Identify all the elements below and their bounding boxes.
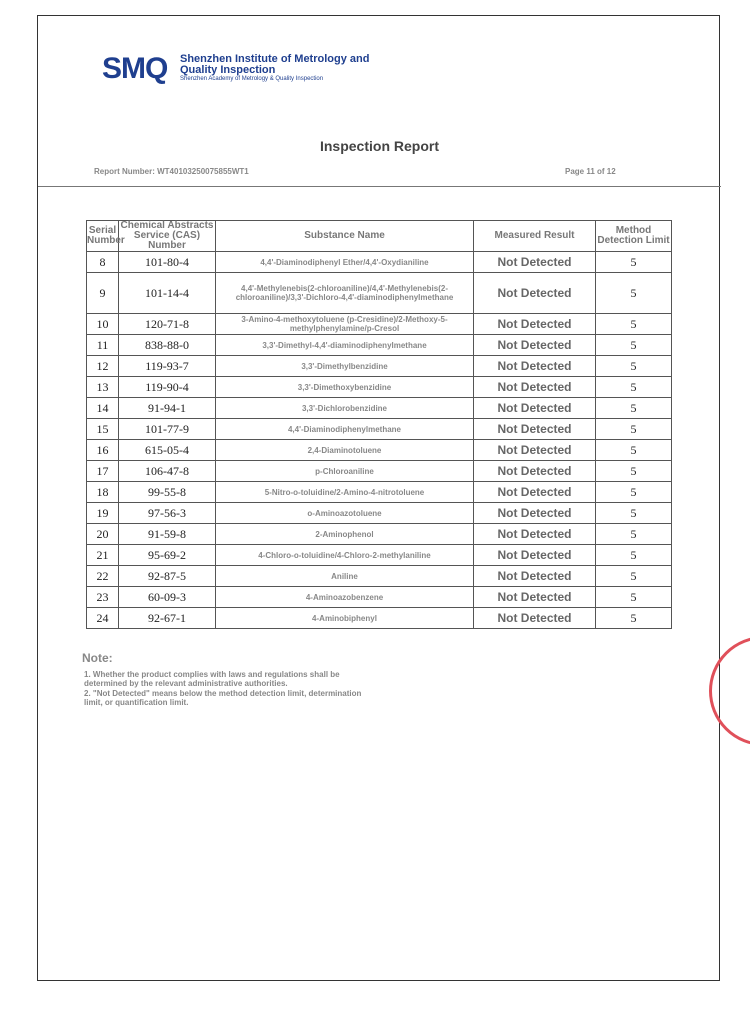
institute-logo bbox=[102, 52, 392, 86]
report-page bbox=[37, 15, 720, 981]
result-cell: Not Detected bbox=[474, 545, 596, 566]
limit-cell: 5 bbox=[596, 335, 672, 356]
substance-cell: 2-Aminophenol bbox=[216, 524, 474, 545]
substance-cell: 2,4-Diaminotoluene bbox=[216, 440, 474, 461]
serial-cell: 15 bbox=[87, 419, 119, 440]
page-number: Page 11 of 12 bbox=[565, 167, 616, 176]
serial-cell: 13 bbox=[87, 377, 119, 398]
table-row bbox=[87, 314, 672, 335]
header-limit: Method Detection Limit bbox=[596, 221, 672, 252]
official-seal bbox=[709, 636, 750, 746]
serial-cell: 23 bbox=[87, 587, 119, 608]
header-divider bbox=[38, 186, 721, 187]
result-cell: Not Detected bbox=[474, 377, 596, 398]
substance-cell: 3,3'-Dimethoxybenzidine bbox=[216, 377, 474, 398]
header-result: Measured Result bbox=[474, 221, 596, 252]
result-cell: Not Detected bbox=[474, 524, 596, 545]
limit-cell: 5 bbox=[596, 482, 672, 503]
table-row bbox=[87, 252, 672, 273]
table-row bbox=[87, 273, 672, 314]
logo-name: Shenzhen Institute of Metrology and Quality Inspection bbox=[180, 53, 370, 76]
limit-cell: 5 bbox=[596, 419, 672, 440]
logo-subtitle: Shenzhen Academy of Metrology & Quality Inspection bbox=[180, 76, 324, 82]
limit-cell: 5 bbox=[596, 566, 672, 587]
result-cell: Not Detected bbox=[474, 335, 596, 356]
serial-cell: 24 bbox=[87, 608, 119, 629]
limit-cell: 5 bbox=[596, 545, 672, 566]
cas-cell: 101-77-9 bbox=[119, 419, 216, 440]
substance-cell: 3,3'-Dimethyl-4,4'-diaminodiphenylmethane bbox=[216, 335, 474, 356]
serial-cell: 21 bbox=[87, 545, 119, 566]
table-row bbox=[87, 545, 672, 566]
cas-cell: 119-90-4 bbox=[119, 377, 216, 398]
cas-cell: 101-14-4 bbox=[119, 273, 216, 314]
table-row bbox=[87, 524, 672, 545]
substance-cell: Aniline bbox=[216, 566, 474, 587]
cas-cell: 119-93-7 bbox=[119, 356, 216, 377]
cas-cell: 92-87-5 bbox=[119, 566, 216, 587]
substance-cell: 4,4'-Diaminodiphenyl Ether/4,4'-Oxydianiline bbox=[216, 252, 474, 273]
table-row bbox=[87, 335, 672, 356]
serial-cell: 20 bbox=[87, 524, 119, 545]
substance-cell: 3,3'-Dichlorobenzidine bbox=[216, 398, 474, 419]
cas-cell: 91-59-8 bbox=[119, 524, 216, 545]
substance-cell: 4,4'-Methylenebis(2-chloroaniline)/4,4'-Methylenebis(2-chloroaniline)/3,3'-Dichloro-4,4'-diaminodiphenylmethane bbox=[216, 273, 474, 314]
limit-cell: 5 bbox=[596, 356, 672, 377]
table-row bbox=[87, 440, 672, 461]
substance-cell: 5-Nitro-o-toluidine/2-Amino-4-nitrotoluene bbox=[216, 482, 474, 503]
substance-cell: 4-Aminoazobenzene bbox=[216, 587, 474, 608]
table-row bbox=[87, 461, 672, 482]
logo-mark: SMQ bbox=[102, 52, 168, 85]
cas-cell: 101-80-4 bbox=[119, 252, 216, 273]
result-cell: Not Detected bbox=[474, 587, 596, 608]
header-serial: Serial Number bbox=[87, 221, 119, 252]
limit-cell: 5 bbox=[596, 461, 672, 482]
serial-cell: 18 bbox=[87, 482, 119, 503]
limit-cell: 5 bbox=[596, 398, 672, 419]
results-table bbox=[86, 220, 672, 629]
table-header-row bbox=[87, 221, 672, 252]
result-cell: Not Detected bbox=[474, 419, 596, 440]
result-cell: Not Detected bbox=[474, 440, 596, 461]
limit-cell: 5 bbox=[596, 273, 672, 314]
limit-cell: 5 bbox=[596, 314, 672, 335]
result-cell: Not Detected bbox=[474, 482, 596, 503]
limit-cell: 5 bbox=[596, 587, 672, 608]
table-row bbox=[87, 608, 672, 629]
serial-cell: 12 bbox=[87, 356, 119, 377]
result-cell: Not Detected bbox=[474, 608, 596, 629]
serial-cell: 11 bbox=[87, 335, 119, 356]
report-number: Report Number: WT40103250075855WT1 bbox=[94, 167, 249, 176]
limit-cell: 5 bbox=[596, 252, 672, 273]
cas-cell: 615-05-4 bbox=[119, 440, 216, 461]
table-row bbox=[87, 566, 672, 587]
substance-cell: 4,4'-Diaminodiphenylmethane bbox=[216, 419, 474, 440]
cas-cell: 838-88-0 bbox=[119, 335, 216, 356]
result-cell: Not Detected bbox=[474, 503, 596, 524]
result-cell: Not Detected bbox=[474, 273, 596, 314]
substance-cell: p-Chloroaniline bbox=[216, 461, 474, 482]
table-body bbox=[87, 252, 672, 629]
cas-cell: 92-67-1 bbox=[119, 608, 216, 629]
substance-cell: 4-Aminobiphenyl bbox=[216, 608, 474, 629]
serial-cell: 9 bbox=[87, 273, 119, 314]
limit-cell: 5 bbox=[596, 503, 672, 524]
result-cell: Not Detected bbox=[474, 398, 596, 419]
table-row bbox=[87, 419, 672, 440]
limit-cell: 5 bbox=[596, 524, 672, 545]
table-row bbox=[87, 482, 672, 503]
cas-cell: 97-56-3 bbox=[119, 503, 216, 524]
header-cas: Chemical Abstracts Service (CAS) Number bbox=[120, 220, 214, 251]
table-row bbox=[87, 356, 672, 377]
substance-cell: 3-Amino-4-methoxytoluene (p-Cresidine)/2-Methoxy-5-methylphenylamine/p-Cresol bbox=[216, 314, 474, 335]
note-item: 1. Whether the product complies with laws and regulations shall be determined by the relevant administrative authorities. bbox=[84, 670, 340, 688]
table-row bbox=[87, 503, 672, 524]
result-cell: Not Detected bbox=[474, 356, 596, 377]
limit-cell: 5 bbox=[596, 440, 672, 461]
cas-cell: 60-09-3 bbox=[119, 587, 216, 608]
result-cell: Not Detected bbox=[474, 252, 596, 273]
limit-cell: 5 bbox=[596, 608, 672, 629]
substance-cell: 4-Chloro-o-toluidine/4-Chloro-2-methylaniline bbox=[216, 545, 474, 566]
cas-cell: 120-71-8 bbox=[119, 314, 216, 335]
substance-cell: 3,3'-Dimethylbenzidine bbox=[216, 356, 474, 377]
cas-cell: 91-94-1 bbox=[119, 398, 216, 419]
serial-cell: 16 bbox=[87, 440, 119, 461]
cas-cell: 95-69-2 bbox=[119, 545, 216, 566]
serial-cell: 22 bbox=[87, 566, 119, 587]
table-row bbox=[87, 587, 672, 608]
cas-cell: 106-47-8 bbox=[119, 461, 216, 482]
serial-cell: 8 bbox=[87, 252, 119, 273]
serial-cell: 19 bbox=[87, 503, 119, 524]
serial-cell: 17 bbox=[87, 461, 119, 482]
limit-cell: 5 bbox=[596, 377, 672, 398]
result-cell: Not Detected bbox=[474, 314, 596, 335]
header-substance: Substance Name bbox=[216, 221, 474, 252]
table-row bbox=[87, 398, 672, 419]
result-cell: Not Detected bbox=[474, 566, 596, 587]
substance-cell: o-Aminoazotoluene bbox=[216, 503, 474, 524]
serial-cell: 10 bbox=[87, 314, 119, 335]
result-cell: Not Detected bbox=[474, 461, 596, 482]
cas-cell: 99-55-8 bbox=[119, 482, 216, 503]
note-item: 2. "Not Detected" means below the method detection limit, determination limit, or quantification limit. bbox=[84, 689, 362, 707]
report-title: Inspection Report bbox=[319, 138, 439, 154]
note-title: Note: bbox=[82, 651, 113, 665]
table-row bbox=[87, 377, 672, 398]
serial-cell: 14 bbox=[87, 398, 119, 419]
